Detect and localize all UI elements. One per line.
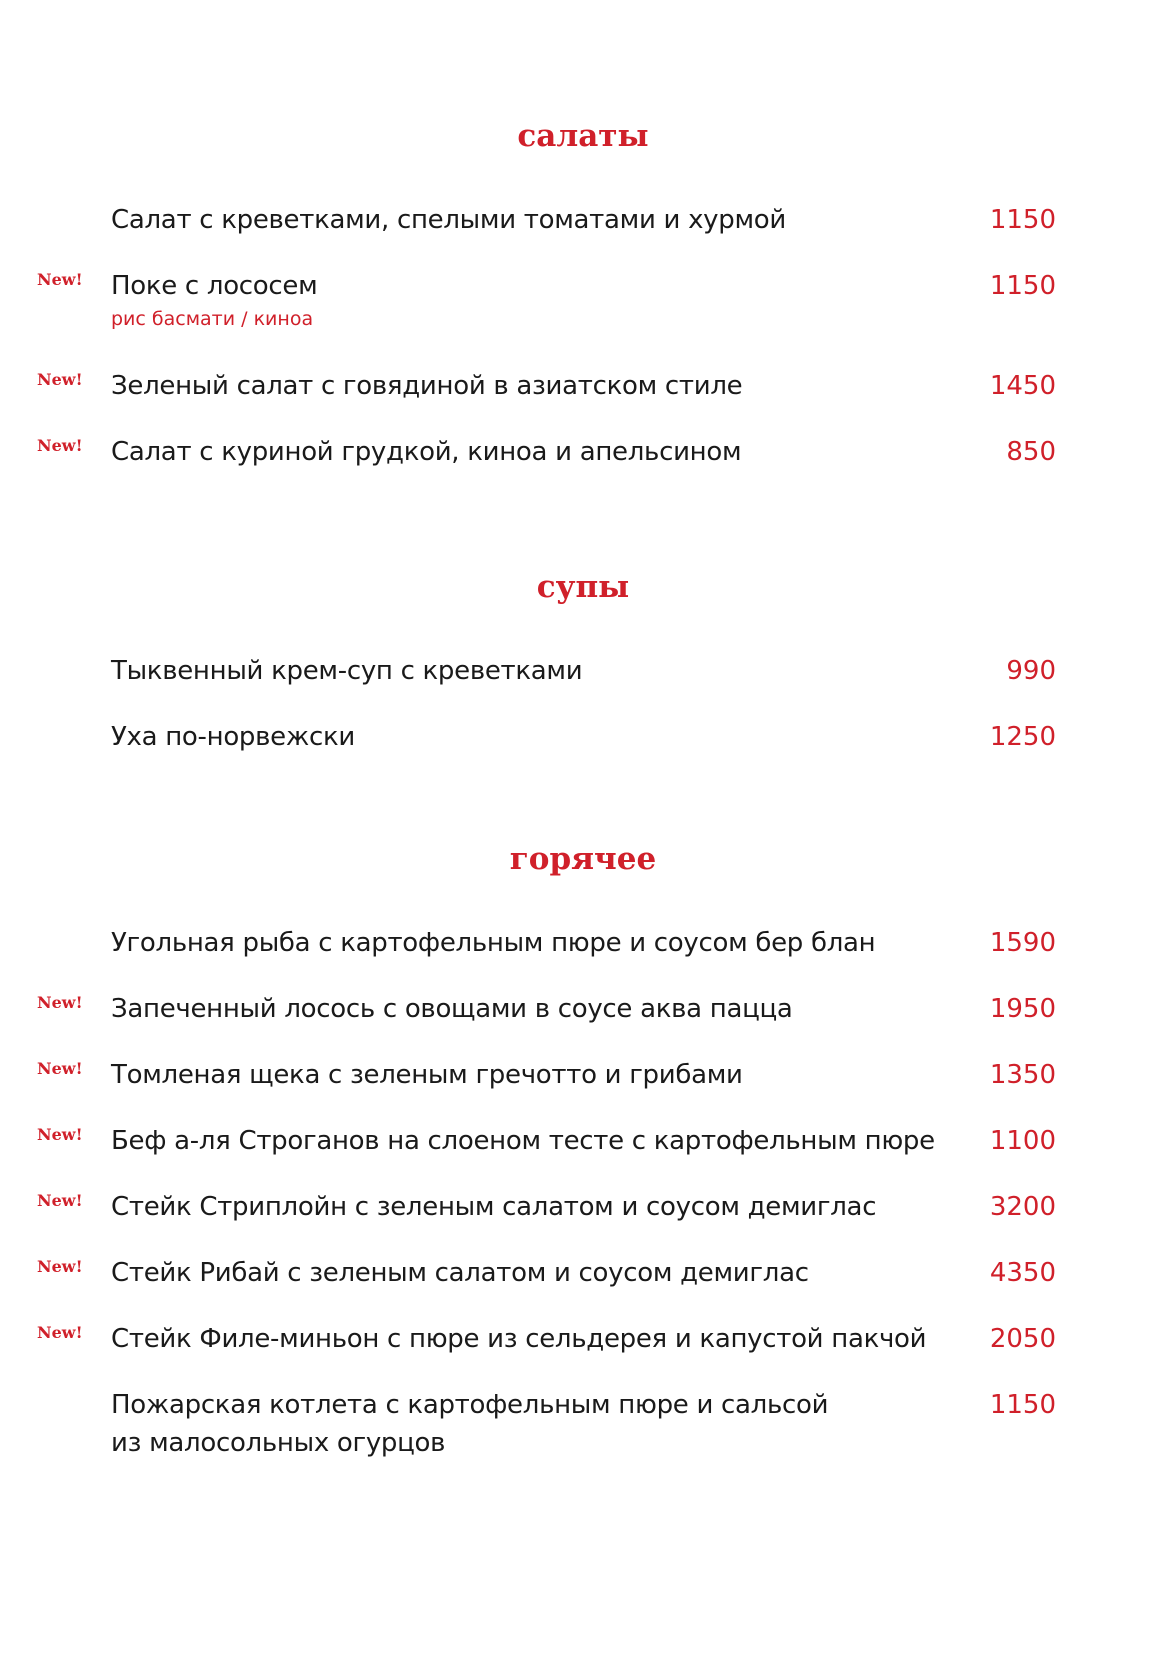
item-name: Стейк Рибай с зеленым салатом и соусом демиглас [111,1258,809,1288]
new-badge: New! [37,436,83,455]
item-price: 4350 [989,1258,1056,1288]
item-name: Томленая щека с зеленым гречотто и грибами [111,1060,743,1090]
item-name: Уха по-норвежски [111,722,355,752]
item-name: Тыквенный крем-суп с креветками [111,656,583,686]
new-badge: New! [37,370,83,389]
item-price: 1150 [989,1390,1056,1420]
new-badge: New! [37,270,83,289]
item-price: 1100 [989,1126,1056,1156]
item-price: 1250 [989,722,1056,752]
item-price: 2050 [989,1324,1056,1354]
section-title-salads: салаты [517,118,649,154]
new-badge: New! [37,993,83,1012]
section-title-soups: супы [536,569,630,605]
item-name: Угольная рыба с картофельным пюре и соусом бер блан [111,928,876,958]
item-price: 1590 [989,928,1056,958]
item-price: 850 [1006,437,1056,467]
item-name: Поке с лососем [111,271,318,301]
new-badge: New! [37,1191,83,1210]
section-title-hot-dishes: горячее [509,841,657,877]
new-badge: New! [37,1323,83,1342]
item-name: Салат с куриной грудкой, киноа и апельсином [111,437,742,467]
new-badge: New! [37,1125,83,1144]
item-price: 1950 [989,994,1056,1024]
item-name: Стейк Стриплойн с зеленым салатом и соусом демиглас [111,1192,877,1222]
item-price: 1350 [989,1060,1056,1090]
item-price: 990 [1006,656,1056,686]
item-price: 1450 [989,371,1056,401]
item-name: Пожарская котлета с картофельным пюре и сальсой из малосольных огурцов [111,1390,829,1458]
item-name: Стейк Филе-миньон с пюре из сельдерея и капустой пакчой [111,1324,927,1354]
item-name: Зеленый салат с говядиной в азиатском стиле [111,371,743,401]
item-note: рис басмати / киноа [111,308,314,330]
item-name: Запеченный лосось с овощами в соусе аква пацца [111,994,793,1024]
new-badge: New! [37,1059,83,1078]
item-name: Салат с креветками, спелыми томатами и хурмой [111,205,786,235]
item-name: Беф а-ля Строганов на слоеном тесте с картофельным пюре [111,1126,935,1156]
item-price: 3200 [989,1192,1056,1222]
new-badge: New! [37,1257,83,1276]
item-price: 1150 [989,205,1056,235]
item-price: 1150 [989,271,1056,301]
